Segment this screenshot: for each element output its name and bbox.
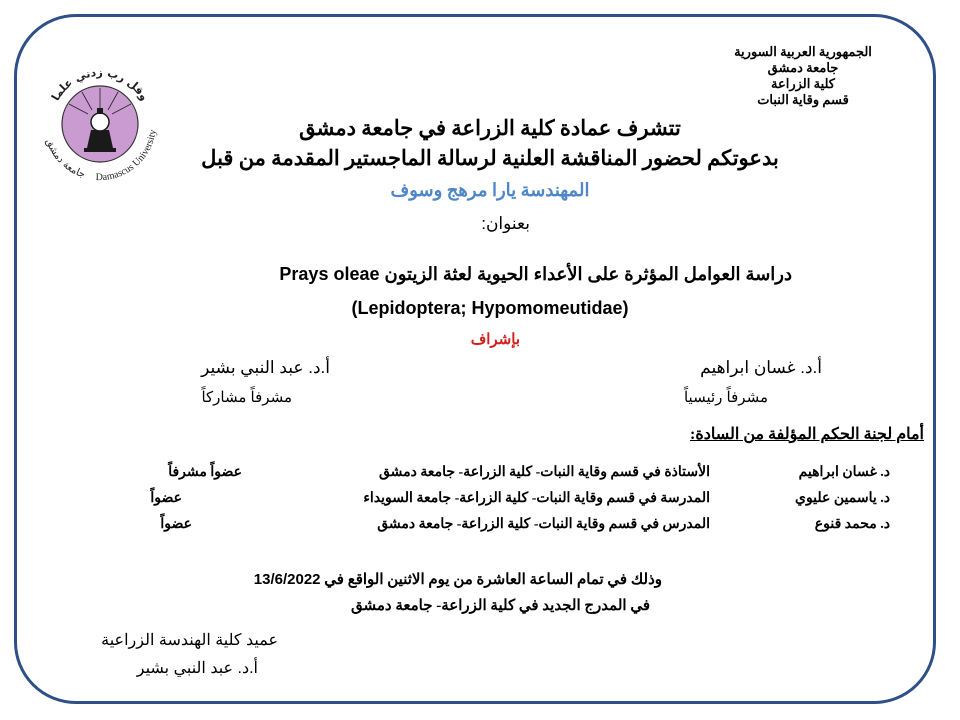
header-country: الجمهورية العربية السورية	[734, 44, 872, 59]
member-role-3: عضواً	[160, 517, 192, 532]
candidate-name: المهندسة يارا مرهج وسوف	[390, 180, 590, 200]
timing-text: وذلك في تمام الساعة العاشرة من يوم الاثنين الواقع في	[324, 572, 662, 588]
committee-heading: أمام لجنة الحكم المؤلفة من السادة:	[690, 426, 924, 443]
logo-arabic-motto: وقل رب زدني علما	[48, 65, 151, 103]
dean-name: أ.د. عبد النبي بشير	[136, 660, 258, 677]
main-supervisor-role: مشرفاً رئيسياً	[683, 389, 768, 406]
thesis-title-arabic: دراسة العوامل المؤثرة على الأعداء الحيوية لعثة الزيتون	[384, 264, 792, 284]
invitation-line-2: بدعوتكم لحضور المناقشة العلنية لرسالة الماجستير المقدمة من قبل	[201, 146, 779, 170]
co-supervisor-role: مشرفاً مشاركاً	[201, 389, 292, 406]
university-logo	[34, 58, 166, 190]
header-department: قسم وقاية النبات	[757, 92, 849, 107]
member-name-2: د. ياسمين عليوي	[794, 491, 890, 506]
header-faculty: كلية الزراعة	[771, 76, 835, 91]
member-name-1: د. غسان ابراهيم	[798, 465, 890, 480]
logo-arabic-name: جامعة دمشق	[43, 137, 87, 181]
logo-english-name: Damascus University	[95, 128, 159, 184]
timing-line-2: في المدرج الجديد في كلية الزراعة- جامعة دمشق	[351, 598, 650, 614]
co-supervisor-name: أ.د. عبد النبي بشير	[201, 358, 330, 377]
member-position-1: الأستاذة في قسم وقاية النبات- كلية الزراعة- جامعة دمشق	[378, 465, 710, 480]
institution-header	[718, 44, 888, 108]
title-label: بعنوان:	[481, 214, 530, 233]
invitation-line-1: تتشرف عمادة كلية الزراعة في جامعة دمشق	[299, 116, 681, 140]
member-position-2: المدرسة في قسم وقاية النبات- كلية الزراعة- جامعة السويداء	[363, 491, 710, 506]
member-role-1: عضواً مشرفاً	[168, 465, 242, 480]
member-name-3: د. محمد قنوع	[814, 517, 890, 532]
thesis-title	[279, 264, 792, 285]
member-position-3: المدرس في قسم وقاية النبات- كلية الزراعة- جامعة دمشق	[377, 517, 710, 532]
supervision-label: بإشراف	[470, 332, 520, 348]
header-university: جامعة دمشق	[767, 60, 839, 75]
dean-title: عميد كلية الهندسة الزراعية	[101, 632, 278, 649]
timing-date: 13/6/2022	[253, 571, 321, 588]
timing-line-1	[254, 570, 662, 589]
main-supervisor-name: أ.د. غسان ابراهيم	[700, 358, 822, 377]
thesis-species: Prays oleae	[279, 264, 380, 284]
thesis-taxonomy: (Lepidoptera; Hypomomeutidae)	[351, 298, 629, 318]
member-role-2: عضواً	[150, 491, 182, 506]
